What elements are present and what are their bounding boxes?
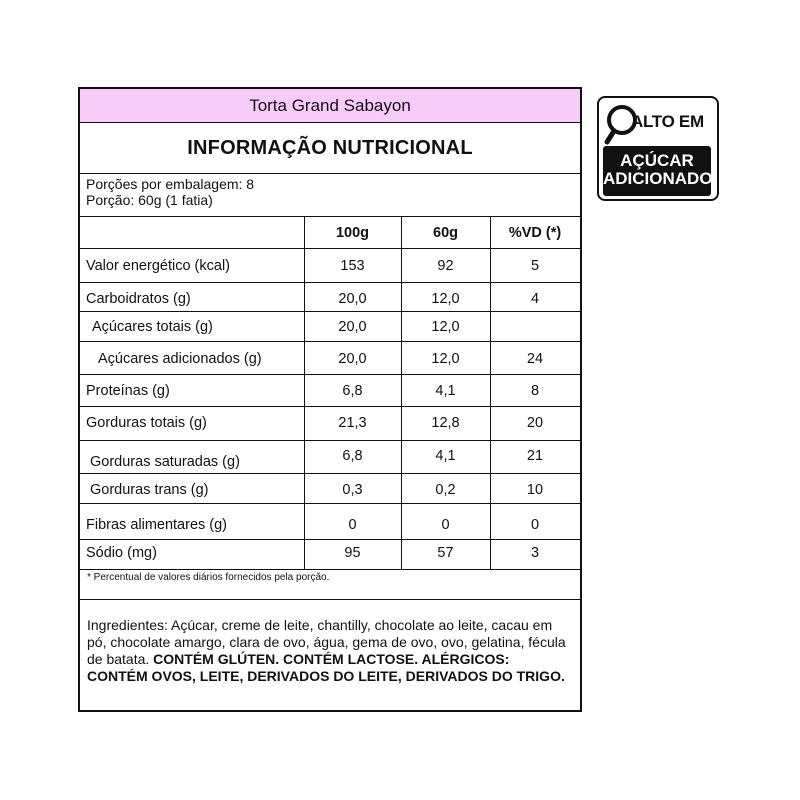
daily-value-cell: 3 [530, 545, 540, 561]
ingredients-text: Ingredientes: Açúcar, creme de leite, chantilly, chocolate ao leite, cacau em pó, chocolate amargo, clara de ovo, água, gema de ovo, ovo, gelatina, fécula de batata. [87, 617, 566, 667]
amount-cell: 92 [437, 258, 454, 274]
nutrient-name: Carboidratos (g) [86, 291, 191, 307]
daily-value-cell: 10 [526, 482, 544, 498]
table-rule [80, 311, 580, 312]
amount-cell: 12,0 [431, 319, 460, 335]
amount-cell: 153 [340, 258, 365, 274]
table-rule [80, 374, 580, 375]
servings-info [86, 177, 254, 208]
amount-cell: 6,8 [342, 383, 363, 399]
amount-cell: 4,1 [435, 383, 456, 399]
amount-cell: 20,0 [338, 291, 367, 307]
amount-cell: 12,0 [431, 291, 460, 307]
nutrient-name: Fibras alimentares (g) [86, 517, 228, 533]
table-rule [80, 539, 580, 540]
daily-value-cell: 5 [530, 258, 540, 274]
nutrient-name: Açúcares adicionados (g) [98, 351, 262, 367]
product-title: Torta Grand Sabayon [80, 89, 580, 123]
column-header: %VD (*) [508, 225, 562, 241]
seal-bottom-line1: AÇÚCAR [620, 151, 694, 170]
table-rule [80, 341, 580, 342]
table-rule [80, 440, 580, 441]
nutrient-name: Valor energético (kcal) [86, 258, 230, 274]
table-rule [80, 248, 580, 249]
nutrition-heading: INFORMAÇÃO NUTRICIONAL [80, 123, 580, 174]
amount-cell: 21,3 [338, 415, 367, 431]
amount-cell: 12,0 [431, 351, 460, 367]
ingredients [87, 617, 567, 685]
seal-top-text: ALTO EM [631, 112, 704, 131]
servings-per-package: Porções por embalagem: 8 [86, 176, 255, 192]
amount-cell: 12,8 [431, 415, 460, 431]
nutrition-label [78, 87, 582, 712]
amount-cell: 4,1 [435, 448, 456, 464]
table-rule [80, 569, 580, 570]
table-rule [80, 216, 580, 217]
amount-cell: 0 [348, 517, 357, 533]
table-rule [80, 503, 580, 504]
nutrient-name: Açúcares totais (g) [92, 319, 213, 335]
nutrient-name: Proteínas (g) [86, 383, 170, 399]
column-header: 100g [335, 225, 370, 241]
seal-bottom-box [603, 146, 711, 196]
daily-value-cell: 8 [530, 383, 540, 399]
amount-cell: 0 [441, 517, 450, 533]
amount-cell: 0,3 [342, 482, 363, 498]
daily-value-cell: 20 [526, 415, 544, 431]
seal-bottom-line2: ADICIONADO [603, 169, 713, 188]
column-header: 60g [433, 225, 458, 241]
amount-cell: 20,0 [338, 319, 367, 335]
daily-value-cell: 24 [526, 351, 544, 367]
table-rule [80, 406, 580, 407]
nutrient-name: Gorduras totais (g) [86, 415, 207, 431]
amount-cell: 20,0 [338, 351, 367, 367]
divider [80, 599, 580, 600]
table-rule [80, 282, 580, 283]
daily-value-cell: 0 [530, 517, 540, 533]
amount-cell: 95 [344, 545, 361, 561]
footnote: * Percentual de valores diários fornecidos pela porção. [87, 572, 330, 583]
nutrient-name: Sódio (mg) [86, 545, 157, 561]
table-rule [80, 473, 580, 474]
amount-cell: 6,8 [342, 448, 363, 464]
daily-value-cell: 4 [530, 291, 540, 307]
daily-value-cell: 21 [526, 448, 544, 464]
amount-cell: 0,2 [435, 482, 456, 498]
high-sugar-seal [597, 96, 719, 201]
serving-size: Porção: 60g (1 fatia) [86, 191, 213, 208]
allergens-text: CONTÉM GLÚTEN. CONTÉM LACTOSE. ALÉRGICOS: CONTÉM OVOS, LEITE, DERIVADOS DO LEITE, DERIVADOS DO TRIGO. [87, 651, 565, 684]
nutrient-name: Gorduras trans (g) [90, 482, 209, 498]
amount-cell: 57 [437, 545, 454, 561]
nutrient-name: Gorduras saturadas (g) [90, 454, 240, 470]
